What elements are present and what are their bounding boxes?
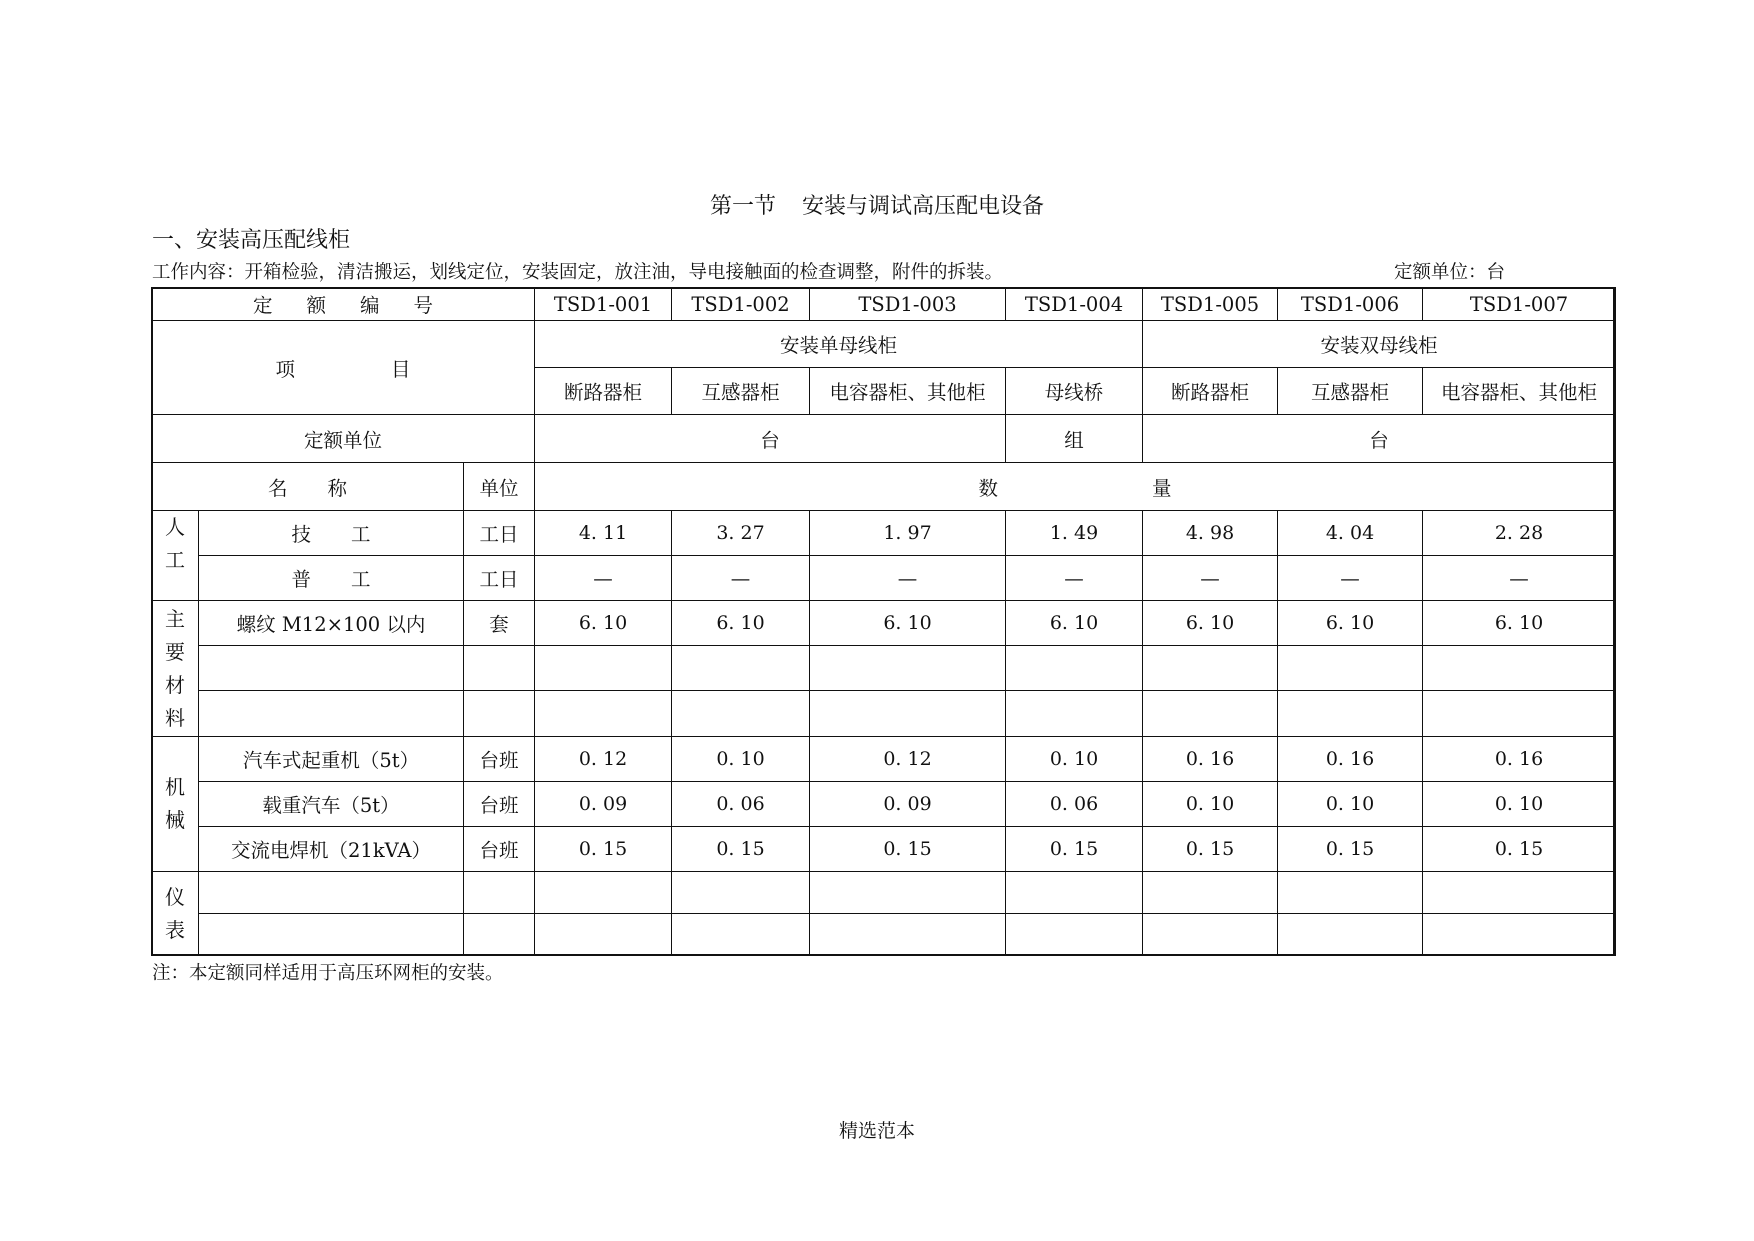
value-cell: 0. 12	[535, 737, 672, 782]
code-cell: TSD1-004	[1006, 288, 1143, 321]
value-cell: 0. 15	[672, 827, 810, 872]
category-char: 工	[165, 548, 185, 572]
empty-cell	[1278, 691, 1423, 737]
category-char: 料	[165, 705, 185, 730]
empty-cell	[1278, 646, 1423, 691]
empty-cell	[1006, 872, 1143, 914]
empty-cell	[810, 646, 1006, 691]
empty-cell	[810, 872, 1006, 914]
row-name: 螺纹 M12×100 以内	[199, 601, 464, 646]
value-cell: 3. 27	[672, 511, 810, 556]
table-row	[152, 556, 1616, 601]
value-cell: 4. 11	[535, 511, 672, 556]
empty-cell	[535, 914, 672, 956]
group-double-busbar: 安装双母线柜	[1143, 321, 1616, 368]
value-cell: —	[1423, 556, 1616, 601]
empty-cell	[199, 691, 464, 737]
empty-cell	[1006, 646, 1143, 691]
quantity-header	[535, 463, 1616, 511]
page-title	[0, 189, 1754, 220]
value-cell: 0. 10	[1143, 782, 1278, 827]
empty-cell	[464, 646, 535, 691]
table-row-column-headers	[152, 463, 1616, 511]
empty-cell	[672, 646, 810, 691]
code-cell: TSD1-007	[1423, 288, 1616, 321]
value-cell: 0. 15	[1423, 827, 1616, 872]
quota-unit-tai: 台	[1143, 415, 1616, 463]
value-cell: 1. 49	[1006, 511, 1143, 556]
row-unit: 工日	[464, 556, 535, 601]
footnote: 注：本定额同样适用于高压环网柜的安装。	[152, 963, 504, 984]
category-char: 材	[165, 672, 185, 697]
value-cell: 0. 06	[672, 782, 810, 827]
qty-char: 数	[978, 476, 999, 500]
row-name	[199, 511, 464, 556]
value-cell: —	[1278, 556, 1423, 601]
page-title-text: 安装与调试高压配电设备	[802, 194, 1045, 219]
empty-cell	[199, 872, 464, 914]
empty-cell	[1143, 914, 1278, 956]
quota-table	[151, 287, 1616, 956]
row-name: 载重汽车（5t）	[199, 782, 464, 827]
header-char: 编	[360, 294, 380, 317]
value-cell: —	[1006, 556, 1143, 601]
item-char: 项	[275, 357, 296, 381]
table-row-quota-unit	[152, 415, 1616, 463]
header-char: 额	[306, 294, 327, 317]
row-name: 汽车式起重机（5t）	[199, 737, 464, 782]
header-char: 号	[413, 294, 434, 317]
row-unit: 工日	[464, 511, 535, 556]
value-cell: 0. 15	[535, 827, 672, 872]
value-cell: 0. 15	[810, 827, 1006, 872]
category-char: 要	[165, 639, 185, 664]
value-cell: 0. 09	[810, 782, 1006, 827]
value-cell: 6. 10	[1143, 601, 1278, 646]
table-row-empty	[152, 914, 1616, 956]
value-cell: 6. 10	[1423, 601, 1616, 646]
value-cell: 0. 10	[1423, 782, 1616, 827]
value-cell: 6. 10	[672, 601, 810, 646]
name-char: 技	[291, 523, 311, 546]
empty-cell	[464, 914, 535, 956]
empty-cell	[1006, 691, 1143, 737]
value-cell: 6. 10	[810, 601, 1006, 646]
row-name	[199, 556, 464, 601]
value-cell: 4. 04	[1278, 511, 1423, 556]
unit-header: 单位	[464, 463, 535, 511]
work-content: 工作内容：开箱检验，清洁搬运，划线定位，安装固定，放注油，导电接触面的检查调整，附件的拆装。	[152, 262, 1004, 283]
name-char: 称	[327, 476, 348, 500]
empty-cell	[199, 646, 464, 691]
value-cell: —	[672, 556, 810, 601]
value-cell: 0. 16	[1423, 737, 1616, 782]
row-name: 交流电焊机（21kVA）	[199, 827, 464, 872]
table-row	[152, 827, 1616, 872]
value-cell: —	[1143, 556, 1278, 601]
empty-cell	[1423, 872, 1616, 914]
subtype-cell: 互感器柜	[672, 368, 810, 415]
row-unit: 台班	[464, 827, 535, 872]
category-char: 机	[165, 775, 185, 799]
empty-cell	[810, 691, 1006, 737]
name-char: 名	[267, 476, 288, 500]
empty-cell	[199, 914, 464, 956]
empty-cell	[535, 646, 672, 691]
subtype-cell: 互感器柜	[1278, 368, 1423, 415]
item-char: 目	[391, 357, 411, 381]
value-cell: —	[535, 556, 672, 601]
name-char: 普	[291, 568, 311, 591]
row-unit: 台班	[464, 782, 535, 827]
value-cell: 6. 10	[1006, 601, 1143, 646]
value-cell: 1. 97	[810, 511, 1006, 556]
value-cell: —	[810, 556, 1006, 601]
quota-unit-tai: 台	[535, 415, 1006, 463]
category-char: 械	[165, 808, 185, 832]
category-char: 人	[165, 515, 185, 539]
category-char: 表	[165, 917, 185, 942]
unit-note: 定额单位：台	[1394, 262, 1506, 283]
table-row-empty	[152, 646, 1616, 691]
value-cell: 0. 10	[672, 737, 810, 782]
empty-cell	[672, 914, 810, 956]
name-char: 工	[351, 568, 371, 591]
category-instruments	[152, 872, 199, 956]
value-cell: 0. 06	[1006, 782, 1143, 827]
empty-cell	[1423, 914, 1616, 956]
empty-cell	[1278, 872, 1423, 914]
code-cell: TSD1-001	[535, 288, 672, 321]
qty-char: 量	[1152, 476, 1172, 500]
quota-unit-zu: 组	[1006, 415, 1143, 463]
code-cell: TSD1-006	[1278, 288, 1423, 321]
empty-cell	[1143, 872, 1278, 914]
value-cell: 0. 09	[535, 782, 672, 827]
table-row-codes	[152, 288, 1616, 321]
category-machinery	[152, 737, 199, 872]
table-row	[152, 737, 1616, 782]
quota-no-header	[152, 288, 535, 321]
empty-cell	[672, 872, 810, 914]
empty-cell	[464, 691, 535, 737]
category-char: 主	[165, 606, 185, 631]
empty-cell	[1423, 646, 1616, 691]
section-heading: 一、安装高压配线柜	[152, 228, 351, 253]
code-cell: TSD1-003	[810, 288, 1006, 321]
subtype-cell: 母线桥	[1006, 368, 1143, 415]
value-cell: 6. 10	[535, 601, 672, 646]
subtype-cell: 电容器柜、其他柜	[1423, 368, 1616, 415]
empty-cell	[1006, 914, 1143, 956]
header-char: 定	[252, 294, 273, 317]
category-char: 仪	[165, 884, 185, 909]
row-unit: 台班	[464, 737, 535, 782]
value-cell: 0. 15	[1278, 827, 1423, 872]
code-cell: TSD1-002	[672, 288, 810, 321]
name-header	[152, 463, 464, 511]
value-cell: 0. 10	[1278, 782, 1423, 827]
empty-cell	[464, 872, 535, 914]
category-materials	[152, 601, 199, 737]
table-row	[152, 782, 1616, 827]
group-single-busbar: 安装单母线柜	[535, 321, 1143, 368]
name-char: 工	[351, 523, 371, 546]
empty-cell	[810, 914, 1006, 956]
row-unit: 套	[464, 601, 535, 646]
category-labor	[152, 511, 199, 601]
value-cell: 0. 15	[1143, 827, 1278, 872]
value-cell: 0. 10	[1006, 737, 1143, 782]
table-row-groups	[152, 321, 1616, 368]
empty-cell	[1423, 691, 1616, 737]
table-row	[152, 601, 1616, 646]
table-row-empty	[152, 872, 1616, 914]
page-footer: 精选范本	[838, 1120, 915, 1142]
subtype-cell: 电容器柜、其他柜	[810, 368, 1006, 415]
empty-cell	[1143, 691, 1278, 737]
code-cell: TSD1-005	[1143, 288, 1278, 321]
subtype-cell: 断路器柜	[535, 368, 672, 415]
page-title-section: 第一节	[709, 194, 776, 219]
quota-unit-label: 定额单位	[152, 415, 535, 463]
value-cell: 0. 15	[1006, 827, 1143, 872]
table-row-empty	[152, 691, 1616, 737]
empty-cell	[1143, 646, 1278, 691]
empty-cell	[535, 872, 672, 914]
value-cell: 4. 98	[1143, 511, 1278, 556]
empty-cell	[1278, 914, 1423, 956]
value-cell: 0. 16	[1143, 737, 1278, 782]
subtype-cell: 断路器柜	[1143, 368, 1278, 415]
empty-cell	[535, 691, 672, 737]
value-cell: 2. 28	[1423, 511, 1616, 556]
item-header	[152, 321, 535, 415]
table-row	[152, 511, 1616, 556]
value-cell: 0. 12	[810, 737, 1006, 782]
value-cell: 0. 16	[1278, 737, 1423, 782]
value-cell: 6. 10	[1278, 601, 1423, 646]
empty-cell	[672, 691, 810, 737]
